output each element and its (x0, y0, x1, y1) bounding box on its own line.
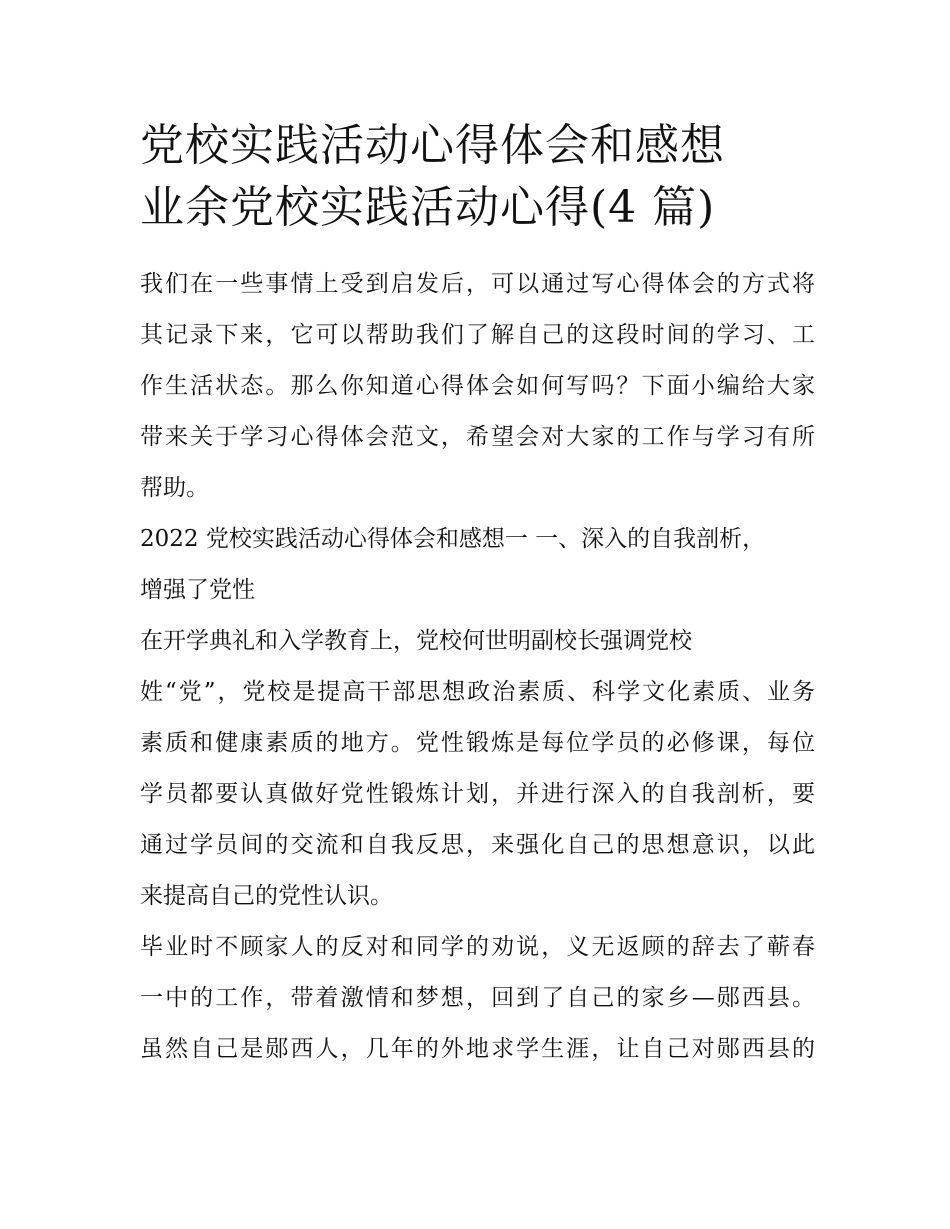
intro-paragraph (140, 259, 815, 514)
paragraph-line: 毕业时不顾家人的反对和同学的劝说，义无返顾的辞去了蕲春 (140, 934, 815, 960)
paragraph-line: 学员都要认真做好党性锻炼计划，并进行深入的自我剖析，要 (140, 781, 815, 807)
intro-line: 其记录下来，它可以帮助我们了解自己的这段时间的学习、工 (140, 322, 815, 348)
body-paragraph-2 (140, 922, 815, 1075)
section-heading-line: 2022 党校实践活动心得体会和感想一 一、深入的自我剖析， (140, 526, 766, 552)
section-heading (140, 514, 815, 616)
paragraph-line: 通过学员间的交流和自我反思，来强化自己的思想意识，以此 (140, 832, 815, 858)
document-title (140, 115, 815, 239)
intro-line: 我们在一些事情上受到启发后，可以通过写心得体会的方式将 (140, 271, 815, 297)
title-line-2: 业余党校实践活动心得(4 篇) (140, 182, 716, 233)
paragraph-line: 来提高自己的党性认识。 (140, 883, 393, 909)
intro-line: 带来关于学习心得体会范文，希望会对大家的工作与学习有所 (140, 424, 815, 450)
paragraph-line: 虽然自己是郧西人，几年的外地求学生涯，让自己对郧西县的 (140, 1036, 815, 1062)
paragraph-line: 素质和健康素质的地方。党性锻炼是每位学员的必修课，每位 (140, 730, 815, 756)
paragraph-line: 姓“党”，党校是提高干部思想政治素质、科学文化素质、业务 (140, 679, 815, 705)
paragraph-line: 在开学典礼和入学教育上，党校何世明副校长强调党校 (140, 628, 692, 654)
document-page (140, 115, 815, 1075)
body-paragraph-1 (140, 616, 815, 922)
paragraph-line: 一中的工作，带着激情和梦想，回到了自己的家乡—郧西县。 (140, 985, 815, 1011)
title-line-1: 党校实践活动心得体会和感想 (140, 120, 725, 171)
intro-line: 作生活状态。那么你知道心得体会如何写吗？下面小编给大家 (140, 373, 815, 399)
section-heading-line: 增强了党性 (140, 577, 255, 603)
intro-line: 帮助。 (140, 475, 209, 501)
